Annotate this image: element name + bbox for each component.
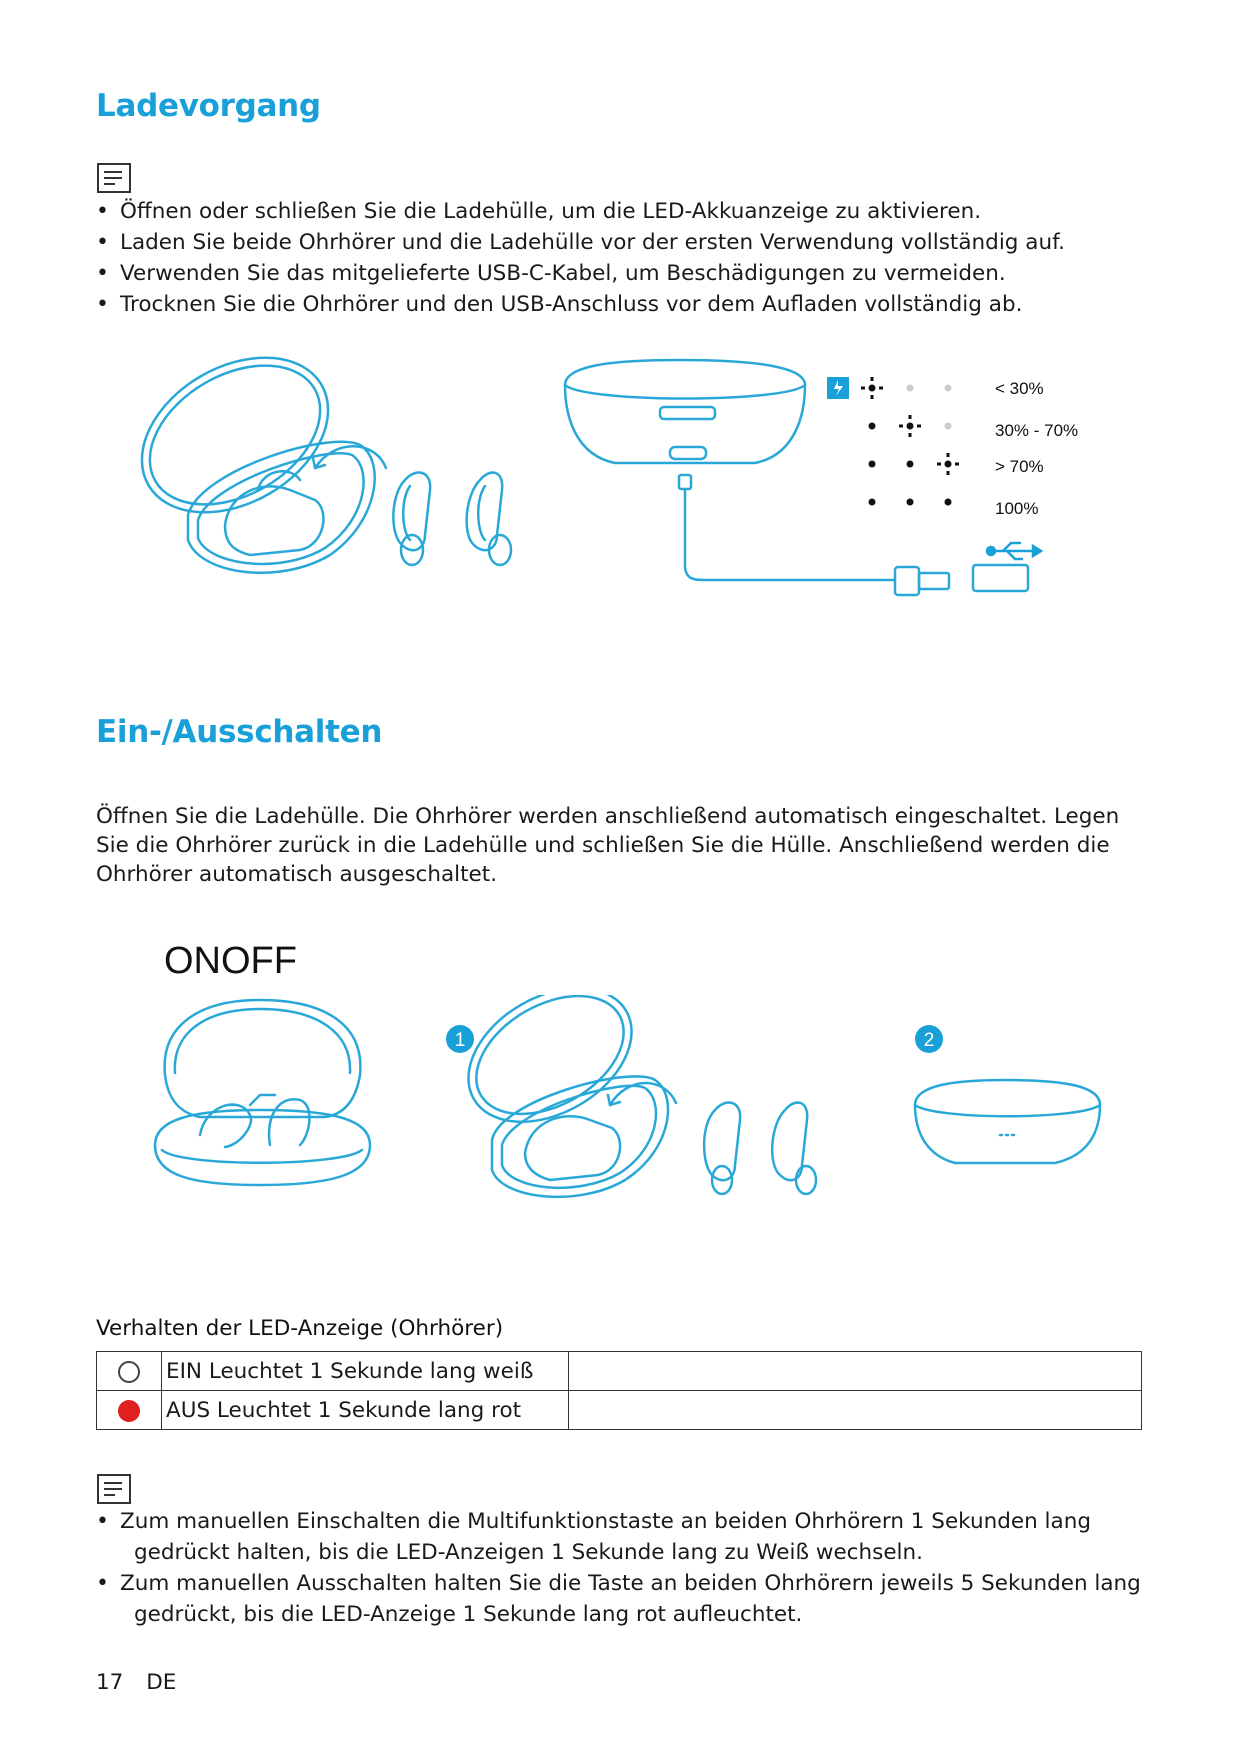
note-icon	[97, 163, 131, 193]
usb-icon	[987, 543, 1041, 559]
step-1-badge: 1	[454, 1030, 466, 1051]
empty-cell	[569, 1391, 1142, 1430]
battery-level-1: < 30%	[995, 379, 1044, 398]
battery-level-3: > 70%	[995, 457, 1044, 476]
led-text-cell: EIN Leuchtet 1 Sekunde lang weiß	[162, 1352, 569, 1391]
table-row	[97, 1352, 1142, 1391]
step-2-badge: 2	[923, 1030, 935, 1051]
led-table	[96, 1351, 1142, 1430]
charging-bullets	[96, 196, 1156, 320]
battery-level-4: 100%	[995, 499, 1039, 518]
table-row	[97, 1391, 1142, 1430]
list-item: • Zum manuellen Ausschalten halten Sie die Taste an beiden Ohrhörern jeweils 5 Sekunden lang gedrückt, bis die LED-Anzeige 1 Sekunde lang rot aufleuchtet.	[96, 1568, 1156, 1630]
step-2-illustration	[895, 1005, 1115, 1185]
page-number: 17	[96, 1670, 124, 1695]
list-item: • Verwenden Sie das mitgelieferte USB-C-Kabel, um Beschädigungen zu vermeiden.	[96, 258, 1156, 289]
language-code: DE	[146, 1670, 177, 1695]
battery-level-2: 30% - 70%	[995, 421, 1079, 440]
page-footer	[96, 1670, 176, 1695]
manual-bullets	[96, 1506, 1156, 1630]
list-item: • Zum manuellen Einschalten die Multifunktionstaste an beiden Ohrhörern 1 Sekunden lang gedrückt halten, bis die LED-Anzeigen 1 Sekunde lang zu Weiß wechseln.	[96, 1506, 1156, 1568]
led-indicator-cell	[97, 1352, 162, 1391]
case-with-earbuds-illustration	[150, 995, 380, 1195]
led-table-heading: Verhalten der LED-Anzeige (Ohrhörer)	[96, 1316, 504, 1341]
charging-title: Ladevorgang	[96, 88, 321, 124]
open-case-illustration	[140, 350, 540, 620]
led-indicator-cell	[97, 1391, 162, 1430]
step-1-illustration	[440, 995, 860, 1230]
empty-cell	[569, 1352, 1142, 1391]
note-icon	[97, 1474, 131, 1504]
power-title: Ein-/Ausschalten	[96, 714, 383, 750]
led-text-cell: AUS Leuchtet 1 Sekunde lang rot	[162, 1391, 569, 1430]
list-item: • Trocknen Sie die Ohrhörer und den USB-Anschluss vor dem Aufladen vollständig ab.	[96, 289, 1156, 320]
white-led-icon	[118, 1361, 140, 1383]
list-item: • Laden Sie beide Ohrhörer und die Ladehülle vor der ersten Verwendung vollständig auf.	[96, 227, 1156, 258]
power-paragraph: Öffnen Sie die Ladehülle. Die Ohrhörer werden anschließend automatisch eingeschaltet. Legen Sie die Ohrhörer zurück in die Ladehülle und schließen Sie die Hülle. Anschließend werden die Ohrhörer automatisch ausgeschaltet.	[96, 804, 1120, 887]
red-led-icon	[118, 1400, 140, 1422]
list-item: • Öffnen oder schließen Sie die Ladehülle, um die LED-Akkuanzeige zu aktivieren.	[96, 196, 1156, 227]
onoff-label: ONOFF	[164, 940, 297, 982]
charging-cable-illustration	[555, 355, 1085, 605]
